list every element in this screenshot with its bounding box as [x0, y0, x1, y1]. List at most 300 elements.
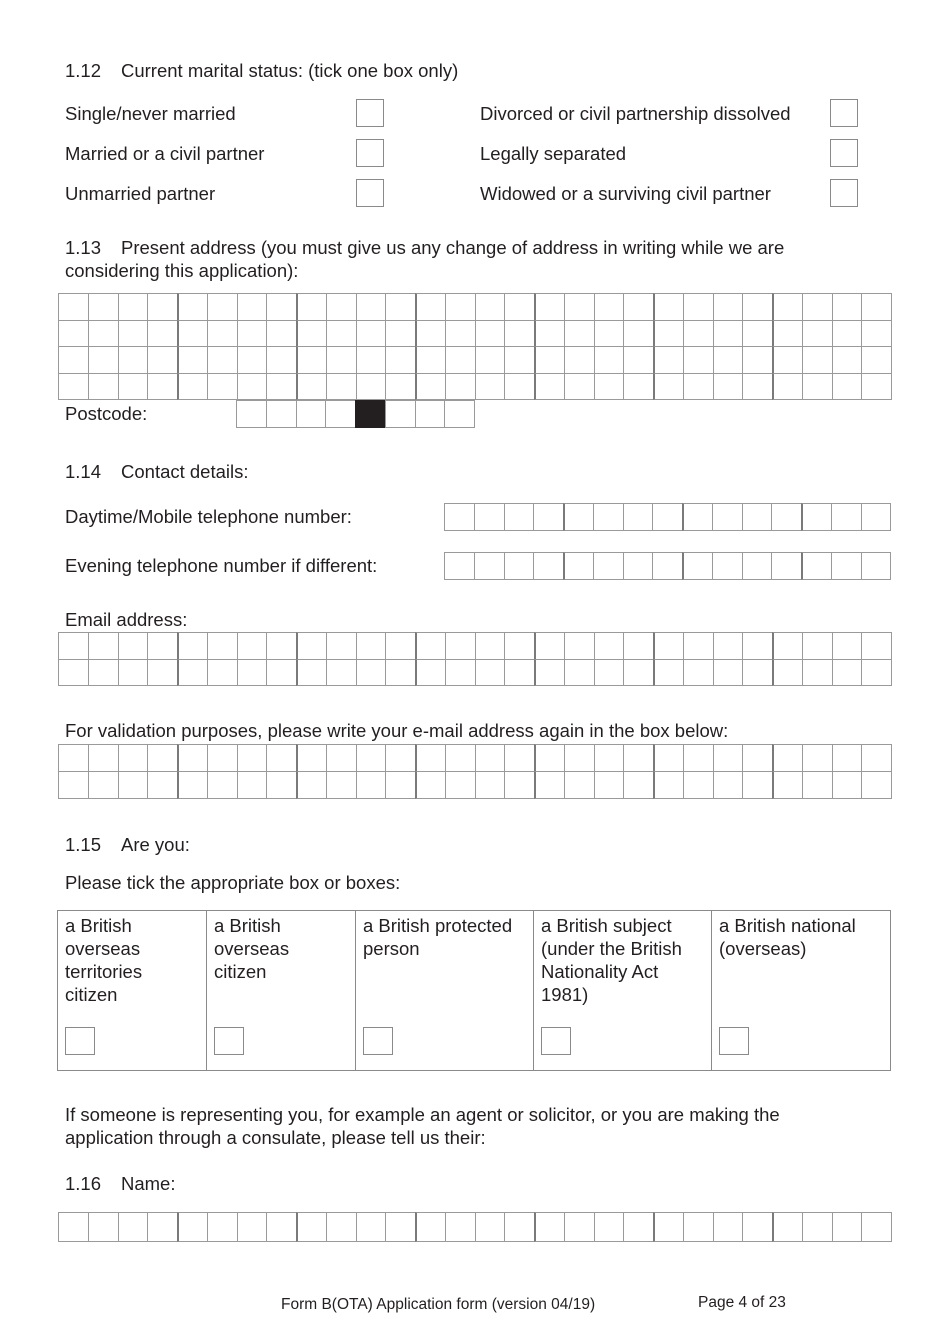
- character-box[interactable]: [356, 632, 387, 660]
- character-box[interactable]: [296, 1212, 327, 1242]
- character-box[interactable]: [266, 320, 297, 348]
- character-box[interactable]: [237, 659, 268, 687]
- character-box[interactable]: [207, 373, 238, 401]
- character-box[interactable]: [118, 346, 149, 374]
- character-box[interactable]: [564, 320, 595, 348]
- character-box[interactable]: [594, 744, 625, 772]
- character-box[interactable]: [534, 320, 565, 348]
- character-box[interactable]: [742, 373, 773, 401]
- character-box[interactable]: [118, 1212, 149, 1242]
- character-box[interactable]: [623, 373, 654, 401]
- character-box[interactable]: [326, 744, 357, 772]
- character-box[interactable]: [207, 346, 238, 374]
- character-box[interactable]: [415, 771, 446, 799]
- character-box[interactable]: [742, 552, 773, 580]
- character-box[interactable]: [445, 293, 476, 321]
- character-box[interactable]: [653, 632, 684, 660]
- character-box[interactable]: [772, 771, 803, 799]
- character-box[interactable]: [385, 346, 416, 374]
- character-box[interactable]: [147, 320, 178, 348]
- character-box[interactable]: [474, 552, 505, 580]
- character-box[interactable]: [325, 400, 356, 428]
- character-box[interactable]: [861, 744, 892, 772]
- character-box[interactable]: [296, 346, 327, 374]
- representative-name-input-grid[interactable]: [58, 1212, 891, 1241]
- character-box[interactable]: [563, 552, 594, 580]
- character-box[interactable]: [832, 373, 863, 401]
- character-box[interactable]: [475, 771, 506, 799]
- character-box[interactable]: [534, 744, 565, 772]
- character-box[interactable]: [623, 771, 654, 799]
- character-box[interactable]: [415, 744, 446, 772]
- character-box[interactable]: [653, 346, 684, 374]
- character-box[interactable]: [594, 346, 625, 374]
- character-box[interactable]: [653, 771, 684, 799]
- character-box[interactable]: [742, 1212, 773, 1242]
- character-box[interactable]: [356, 346, 387, 374]
- character-box[interactable]: [623, 744, 654, 772]
- character-box[interactable]: [801, 552, 832, 580]
- character-box[interactable]: [207, 659, 238, 687]
- character-box[interactable]: [623, 346, 654, 374]
- character-box[interactable]: [683, 659, 714, 687]
- character-box[interactable]: [475, 659, 506, 687]
- character-box[interactable]: [147, 373, 178, 401]
- character-box[interactable]: [296, 293, 327, 321]
- character-box[interactable]: [58, 632, 89, 660]
- character-box[interactable]: [415, 1212, 446, 1242]
- character-box[interactable]: [207, 771, 238, 799]
- character-box[interactable]: [296, 659, 327, 687]
- character-box[interactable]: [623, 503, 654, 531]
- email-input-grid[interactable]: [58, 632, 891, 685]
- character-box[interactable]: [683, 293, 714, 321]
- character-box[interactable]: [88, 346, 119, 374]
- character-box[interactable]: [653, 1212, 684, 1242]
- character-box[interactable]: [207, 632, 238, 660]
- character-box[interactable]: [177, 659, 208, 687]
- character-box[interactable]: [594, 659, 625, 687]
- character-box[interactable]: [563, 503, 594, 531]
- character-box[interactable]: [861, 552, 892, 580]
- character-box[interactable]: [58, 293, 89, 321]
- character-box[interactable]: [88, 320, 119, 348]
- character-box[interactable]: [356, 744, 387, 772]
- character-box[interactable]: [504, 744, 535, 772]
- character-box[interactable]: [653, 373, 684, 401]
- character-box[interactable]: [475, 744, 506, 772]
- character-box[interactable]: [653, 744, 684, 772]
- character-box[interactable]: [415, 400, 446, 428]
- character-box[interactable]: [356, 1212, 387, 1242]
- character-box[interactable]: [534, 346, 565, 374]
- character-box[interactable]: [385, 744, 416, 772]
- evening-phone-input-grid[interactable]: [444, 552, 890, 579]
- character-box[interactable]: [594, 293, 625, 321]
- character-box[interactable]: [326, 320, 357, 348]
- bot-citizen-checkbox[interactable]: [65, 1027, 95, 1055]
- character-box[interactable]: [802, 320, 833, 348]
- character-box[interactable]: [385, 632, 416, 660]
- character-box[interactable]: [802, 771, 833, 799]
- character-box[interactable]: [266, 659, 297, 687]
- postcode-input-grid[interactable]: [236, 400, 474, 427]
- character-box[interactable]: [326, 771, 357, 799]
- character-box[interactable]: [444, 503, 475, 531]
- character-box[interactable]: [564, 1212, 595, 1242]
- character-box[interactable]: [861, 346, 892, 374]
- character-box[interactable]: [772, 293, 803, 321]
- character-box[interactable]: [326, 632, 357, 660]
- character-box[interactable]: [415, 320, 446, 348]
- character-box[interactable]: [623, 659, 654, 687]
- character-box[interactable]: [831, 552, 862, 580]
- character-box[interactable]: [385, 1212, 416, 1242]
- character-box[interactable]: [118, 373, 149, 401]
- marital-divorced-checkbox[interactable]: [830, 99, 858, 127]
- character-box[interactable]: [207, 1212, 238, 1242]
- character-box[interactable]: [415, 373, 446, 401]
- character-box[interactable]: [713, 346, 744, 374]
- character-box[interactable]: [742, 503, 773, 531]
- character-box[interactable]: [683, 346, 714, 374]
- character-box[interactable]: [58, 744, 89, 772]
- character-box[interactable]: [147, 659, 178, 687]
- character-box[interactable]: [385, 400, 416, 428]
- character-box[interactable]: [712, 503, 743, 531]
- character-box[interactable]: [504, 320, 535, 348]
- email-validation-input-grid[interactable]: [58, 744, 891, 798]
- character-box[interactable]: [623, 632, 654, 660]
- character-box[interactable]: [415, 659, 446, 687]
- character-box[interactable]: [177, 771, 208, 799]
- character-box[interactable]: [475, 320, 506, 348]
- character-box[interactable]: [683, 771, 714, 799]
- character-box[interactable]: [237, 632, 268, 660]
- character-box[interactable]: [533, 503, 564, 531]
- character-box[interactable]: [594, 632, 625, 660]
- character-box[interactable]: [534, 293, 565, 321]
- character-box[interactable]: [594, 373, 625, 401]
- character-box[interactable]: [385, 373, 416, 401]
- marital-widowed-checkbox[interactable]: [830, 179, 858, 207]
- character-box[interactable]: [713, 771, 744, 799]
- character-box[interactable]: [207, 293, 238, 321]
- character-box[interactable]: [772, 659, 803, 687]
- character-box[interactable]: [415, 632, 446, 660]
- character-box[interactable]: [772, 346, 803, 374]
- character-box[interactable]: [444, 400, 475, 428]
- character-box[interactable]: [445, 744, 476, 772]
- character-box[interactable]: [118, 293, 149, 321]
- character-box[interactable]: [534, 1212, 565, 1242]
- character-box[interactable]: [356, 771, 387, 799]
- character-box[interactable]: [593, 503, 624, 531]
- character-box[interactable]: [802, 744, 833, 772]
- character-box[interactable]: [147, 1212, 178, 1242]
- character-box[interactable]: [475, 346, 506, 374]
- character-box[interactable]: [356, 373, 387, 401]
- character-box[interactable]: [623, 1212, 654, 1242]
- character-box[interactable]: [415, 346, 446, 374]
- character-box[interactable]: [504, 659, 535, 687]
- character-box[interactable]: [118, 744, 149, 772]
- character-box[interactable]: [88, 373, 119, 401]
- character-box[interactable]: [564, 346, 595, 374]
- character-box[interactable]: [445, 659, 476, 687]
- character-box[interactable]: [177, 1212, 208, 1242]
- character-box[interactable]: [802, 293, 833, 321]
- character-box[interactable]: [415, 293, 446, 321]
- character-box[interactable]: [236, 400, 267, 428]
- character-box[interactable]: [88, 632, 119, 660]
- character-box[interactable]: [88, 293, 119, 321]
- character-box[interactable]: [652, 552, 683, 580]
- character-box[interactable]: [296, 744, 327, 772]
- character-box[interactable]: [713, 320, 744, 348]
- character-box[interactable]: [237, 1212, 268, 1242]
- character-box[interactable]: [177, 346, 208, 374]
- character-box[interactable]: [564, 659, 595, 687]
- character-box[interactable]: [653, 320, 684, 348]
- character-box[interactable]: [58, 346, 89, 374]
- british-subject-checkbox[interactable]: [541, 1027, 571, 1055]
- character-box[interactable]: [772, 373, 803, 401]
- character-box[interactable]: [594, 771, 625, 799]
- character-box[interactable]: [533, 552, 564, 580]
- character-box[interactable]: [177, 632, 208, 660]
- character-box[interactable]: [118, 771, 149, 799]
- character-box[interactable]: [296, 373, 327, 401]
- character-box[interactable]: [861, 320, 892, 348]
- character-box[interactable]: [445, 320, 476, 348]
- character-box[interactable]: [832, 744, 863, 772]
- character-box[interactable]: [683, 1212, 714, 1242]
- character-box[interactable]: [742, 293, 773, 321]
- character-box[interactable]: [682, 503, 713, 531]
- character-box[interactable]: [861, 771, 892, 799]
- character-box[interactable]: [147, 632, 178, 660]
- character-box[interactable]: [266, 771, 297, 799]
- character-box[interactable]: [58, 373, 89, 401]
- character-box[interactable]: [326, 293, 357, 321]
- protected-person-checkbox[interactable]: [363, 1027, 393, 1055]
- character-box[interactable]: [861, 293, 892, 321]
- character-box[interactable]: [832, 771, 863, 799]
- character-box[interactable]: [266, 1212, 297, 1242]
- character-box[interactable]: [772, 320, 803, 348]
- character-box[interactable]: [742, 320, 773, 348]
- character-box[interactable]: [771, 503, 802, 531]
- character-box[interactable]: [623, 293, 654, 321]
- daytime-phone-input-grid[interactable]: [444, 503, 890, 530]
- character-box[interactable]: [564, 744, 595, 772]
- british-national-overseas-checkbox[interactable]: [719, 1027, 749, 1055]
- character-box[interactable]: [772, 744, 803, 772]
- character-box[interactable]: [861, 503, 892, 531]
- character-box[interactable]: [564, 632, 595, 660]
- character-box[interactable]: [683, 744, 714, 772]
- character-box[interactable]: [534, 373, 565, 401]
- character-box[interactable]: [504, 373, 535, 401]
- character-box[interactable]: [356, 293, 387, 321]
- character-box[interactable]: [504, 552, 535, 580]
- character-box[interactable]: [802, 373, 833, 401]
- marital-single-checkbox[interactable]: [356, 99, 384, 127]
- character-box[interactable]: [534, 659, 565, 687]
- character-box[interactable]: [801, 503, 832, 531]
- overseas-citizen-checkbox[interactable]: [214, 1027, 244, 1055]
- character-box[interactable]: [177, 373, 208, 401]
- character-box[interactable]: [713, 1212, 744, 1242]
- character-box[interactable]: [593, 552, 624, 580]
- character-box[interactable]: [296, 400, 327, 428]
- character-box[interactable]: [237, 744, 268, 772]
- character-box[interactable]: [58, 320, 89, 348]
- character-box[interactable]: [653, 659, 684, 687]
- character-box[interactable]: [742, 744, 773, 772]
- character-box[interactable]: [564, 293, 595, 321]
- character-box[interactable]: [683, 632, 714, 660]
- character-box[interactable]: [177, 744, 208, 772]
- character-box[interactable]: [177, 320, 208, 348]
- address-input-grid[interactable]: [58, 293, 891, 399]
- character-box[interactable]: [712, 552, 743, 580]
- character-box[interactable]: [207, 320, 238, 348]
- character-box[interactable]: [356, 659, 387, 687]
- character-box[interactable]: [88, 1212, 119, 1242]
- character-box[interactable]: [564, 771, 595, 799]
- character-box[interactable]: [742, 632, 773, 660]
- character-box[interactable]: [504, 1212, 535, 1242]
- character-box[interactable]: [237, 293, 268, 321]
- character-box[interactable]: [88, 744, 119, 772]
- character-box[interactable]: [474, 503, 505, 531]
- marital-married-checkbox[interactable]: [356, 139, 384, 167]
- character-box[interactable]: [385, 320, 416, 348]
- character-box[interactable]: [832, 632, 863, 660]
- character-box[interactable]: [266, 744, 297, 772]
- character-box[interactable]: [802, 659, 833, 687]
- character-box[interactable]: [58, 659, 89, 687]
- character-box[interactable]: [802, 1212, 833, 1242]
- marital-unmarried-partner-checkbox[interactable]: [356, 179, 384, 207]
- character-box[interactable]: [444, 552, 475, 580]
- character-box[interactable]: [713, 373, 744, 401]
- character-box[interactable]: [58, 771, 89, 799]
- character-box[interactable]: [88, 771, 119, 799]
- character-box[interactable]: [266, 293, 297, 321]
- character-box[interactable]: [564, 373, 595, 401]
- character-box[interactable]: [682, 552, 713, 580]
- character-box[interactable]: [623, 320, 654, 348]
- character-box[interactable]: [237, 373, 268, 401]
- character-box[interactable]: [832, 346, 863, 374]
- character-box[interactable]: [623, 552, 654, 580]
- character-box[interactable]: [832, 293, 863, 321]
- character-box[interactable]: [742, 771, 773, 799]
- character-box[interactable]: [118, 659, 149, 687]
- character-box[interactable]: [504, 771, 535, 799]
- character-box[interactable]: [266, 400, 297, 428]
- character-box[interactable]: [772, 632, 803, 660]
- character-box[interactable]: [147, 771, 178, 799]
- character-box[interactable]: [326, 659, 357, 687]
- character-box[interactable]: [683, 320, 714, 348]
- character-box[interactable]: [713, 659, 744, 687]
- character-box[interactable]: [594, 320, 625, 348]
- character-box[interactable]: [504, 503, 535, 531]
- character-box[interactable]: [534, 771, 565, 799]
- character-box[interactable]: [713, 293, 744, 321]
- character-box[interactable]: [861, 632, 892, 660]
- character-box[interactable]: [266, 346, 297, 374]
- character-box[interactable]: [147, 346, 178, 374]
- character-box[interactable]: [58, 1212, 89, 1242]
- character-box[interactable]: [118, 632, 149, 660]
- character-box[interactable]: [237, 346, 268, 374]
- character-box[interactable]: [296, 320, 327, 348]
- character-box[interactable]: [356, 320, 387, 348]
- character-box[interactable]: [713, 744, 744, 772]
- character-box[interactable]: [771, 552, 802, 580]
- character-box[interactable]: [861, 373, 892, 401]
- character-box[interactable]: [237, 771, 268, 799]
- character-box[interactable]: [475, 1212, 506, 1242]
- character-box[interactable]: [147, 293, 178, 321]
- character-box[interactable]: [594, 1212, 625, 1242]
- character-box[interactable]: [385, 659, 416, 687]
- character-box[interactable]: [326, 1212, 357, 1242]
- character-box[interactable]: [475, 293, 506, 321]
- character-box[interactable]: [652, 503, 683, 531]
- character-box[interactable]: [653, 293, 684, 321]
- character-box[interactable]: [385, 293, 416, 321]
- character-box[interactable]: [445, 632, 476, 660]
- character-box[interactable]: [445, 771, 476, 799]
- character-box[interactable]: [832, 659, 863, 687]
- character-box[interactable]: [861, 1212, 892, 1242]
- character-box[interactable]: [445, 373, 476, 401]
- character-box[interactable]: [237, 320, 268, 348]
- character-box[interactable]: [207, 744, 238, 772]
- character-box[interactable]: [534, 632, 565, 660]
- character-box[interactable]: [296, 632, 327, 660]
- character-box[interactable]: [118, 320, 149, 348]
- character-box[interactable]: [445, 346, 476, 374]
- character-box[interactable]: [147, 744, 178, 772]
- character-box[interactable]: [802, 346, 833, 374]
- character-box[interactable]: [296, 771, 327, 799]
- character-box[interactable]: [683, 373, 714, 401]
- character-box[interactable]: [861, 659, 892, 687]
- character-box[interactable]: [831, 503, 862, 531]
- character-box[interactable]: [713, 632, 744, 660]
- character-box[interactable]: [475, 373, 506, 401]
- marital-separated-checkbox[interactable]: [830, 139, 858, 167]
- character-box[interactable]: [326, 373, 357, 401]
- character-box[interactable]: [504, 632, 535, 660]
- character-box[interactable]: [832, 320, 863, 348]
- character-box[interactable]: [177, 293, 208, 321]
- character-box[interactable]: [266, 632, 297, 660]
- character-box[interactable]: [266, 373, 297, 401]
- character-box[interactable]: [772, 1212, 803, 1242]
- character-box[interactable]: [326, 346, 357, 374]
- character-box[interactable]: [742, 659, 773, 687]
- character-box[interactable]: [802, 632, 833, 660]
- character-box[interactable]: [88, 659, 119, 687]
